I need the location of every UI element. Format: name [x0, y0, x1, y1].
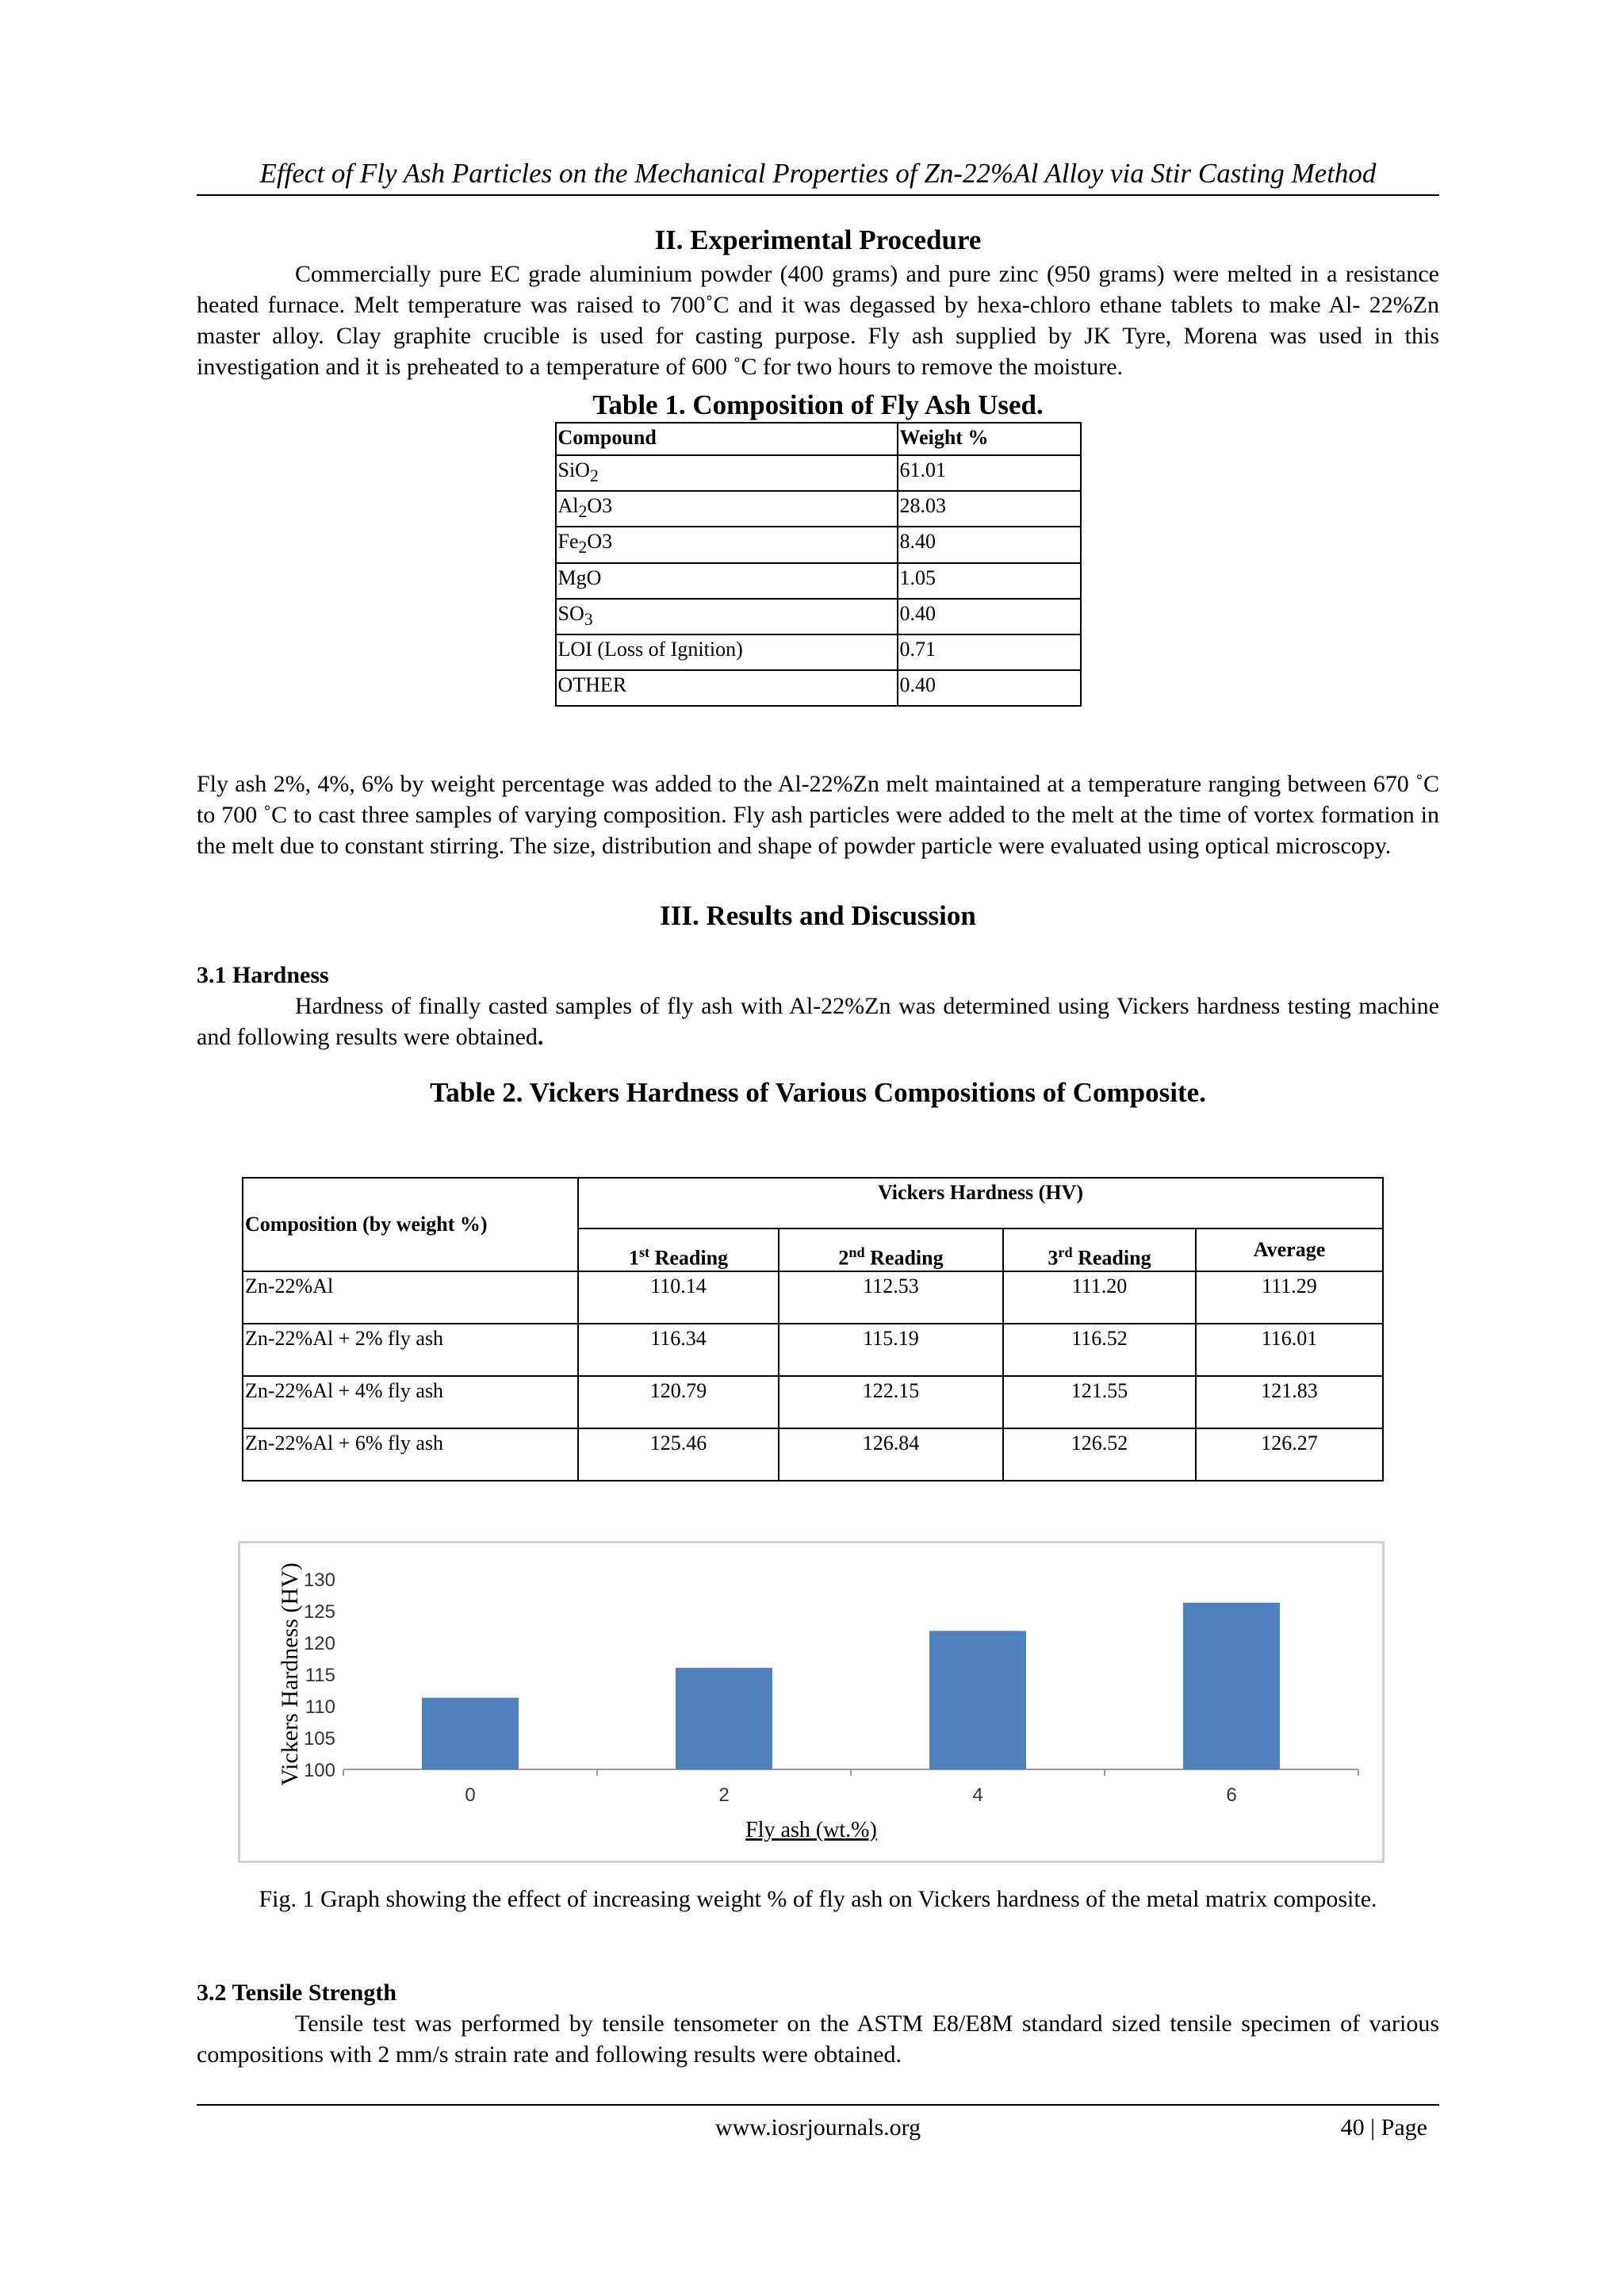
composition-cell: Zn-22%Al + 2% fly ash	[243, 1324, 578, 1376]
y-tick-label: 120	[303, 1633, 335, 1654]
footer-page-number: 40 | Page	[1340, 2114, 1427, 2141]
composition-cell: Zn-22%Al + 6% fly ash	[243, 1428, 578, 1481]
subsection-3-1-title: 3.1 Hardness	[197, 962, 329, 989]
table-row	[556, 670, 1081, 706]
table-row	[556, 634, 1081, 670]
table-1-caption: Table 1. Composition of Fly Ash Used.	[592, 389, 1044, 420]
table-2-header-reading-2: 2nd Reading	[779, 1228, 1003, 1271]
weight-cell: 0.71	[898, 634, 1081, 670]
weight-cell: 28.03	[898, 491, 1081, 527]
reading-2-cell: 122.15	[779, 1376, 1003, 1428]
figure-1-caption: Fig. 1 Graph showing the effect of increasing weight % of fly ash on Vickers hardness of the metal matrix composite.	[259, 1886, 1377, 1912]
y-axis-label: Vickers Hardness (HV)	[277, 1562, 303, 1786]
table-2	[242, 1177, 1384, 1481]
weight-cell: 0.40	[898, 670, 1081, 706]
table-1-header-compound: Compound	[556, 423, 898, 455]
y-tick-label: 125	[303, 1601, 335, 1623]
running-header: Effect of Fly Ash Particles on the Mechanical Properties of Zn-22%Al Alloy via Stir Casting Method	[197, 153, 1439, 196]
x-tick-label: 2	[718, 1784, 730, 1806]
bar-fly-ash-2	[676, 1668, 772, 1769]
reading-2-cell: 126.84	[779, 1428, 1003, 1481]
section-2-paragraph-2: Fly ash 2%, 4%, 6% by weight percentage was added to the Al-22%Zn melt maintained at a temperature ranging between 670 ˚C to 700 ˚C to cast three samples of varying composition. Fly ash particles were added to the melt at the time of vortex formation in the melt due to constant stirring. The size, distribution and shape of powder particle were evaluated using optical microscopy.	[197, 771, 1439, 860]
reading-3-cell: 111.20	[1003, 1271, 1196, 1324]
table-row	[243, 1428, 1383, 1481]
composition-cell: Zn-22%Al + 4% fly ash	[243, 1376, 578, 1428]
subsection-3-1-paragraph: Hardness of finally casted samples of fly ash with Al-22%Zn was determined using Vickers hardness testing machine and following results were obtained.	[197, 993, 1439, 1051]
table-row	[556, 455, 1081, 491]
reading-3-cell: 116.52	[1003, 1324, 1196, 1376]
subsection-3-2-title: 3.2 Tensile Strength	[197, 1980, 396, 2006]
average-cell: 111.29	[1196, 1271, 1383, 1324]
reading-1-cell: 110.14	[578, 1271, 779, 1324]
x-tick-label: 6	[1226, 1784, 1237, 1806]
table-row	[243, 1271, 1383, 1324]
compound-cell: $Fe_2O3$	[556, 527, 898, 562]
table-2-header-composition: Composition (by weight %)	[243, 1178, 578, 1271]
compound-cell: $SO_3$	[556, 599, 898, 634]
bar-fly-ash-6	[1183, 1603, 1280, 1769]
table-row	[556, 527, 1081, 562]
table-row	[243, 1376, 1383, 1428]
y-tick-label: 110	[304, 1696, 335, 1718]
table-2-header-reading-3: 3rd Reading	[1003, 1228, 1196, 1271]
section-2-title: II. Experimental Procedure	[654, 224, 982, 255]
compound-cell: LOI (Loss of Ignition)	[556, 634, 898, 670]
average-cell: 121.83	[1196, 1376, 1383, 1428]
reading-1-cell: 120.79	[578, 1376, 779, 1428]
weight-cell: 1.05	[898, 563, 1081, 599]
y-tick-label: 130	[303, 1570, 335, 1591]
reading-2-cell: 112.53	[779, 1271, 1003, 1324]
subsection-3-2-paragraph: Tensile test was performed by tensile tensometer on the ASTM E8/E8M standard sized tensile specimen of various compositions with 2 mm/s strain rate and following results were obtained.	[197, 2010, 1439, 2068]
footer-rule	[197, 2104, 1439, 2106]
x-axis-label: Fly ash (wt.%)	[745, 1818, 877, 1842]
bar-fly-ash-4	[929, 1631, 1026, 1769]
footer-url: www.iosrjournals.org	[714, 2114, 921, 2141]
bar-fly-ash-0	[422, 1698, 519, 1769]
y-tick-label: 115	[304, 1665, 335, 1686]
average-cell: 116.01	[1196, 1324, 1383, 1376]
compound-cell: SiO$_2$	[556, 455, 898, 491]
table-row	[556, 599, 1081, 634]
reading-3-cell: 126.52	[1003, 1428, 1196, 1481]
reading-1-cell: 125.46	[578, 1428, 779, 1481]
table-row	[556, 491, 1081, 527]
weight-cell: 0.40	[898, 599, 1081, 634]
table-1	[555, 422, 1082, 707]
compound-cell: MgO	[556, 563, 898, 599]
table-1-header-row	[556, 423, 1081, 455]
reading-2-cell: 115.19	[779, 1324, 1003, 1376]
table-row	[556, 563, 1081, 599]
reading-1-cell: 116.34	[578, 1324, 779, 1376]
average-cell: 126.27	[1196, 1428, 1383, 1481]
x-tick-label: 0	[465, 1784, 476, 1806]
subsection-3-2	[197, 1977, 1439, 2070]
weight-cell: 61.01	[898, 455, 1081, 491]
weight-cell: 8.40	[898, 527, 1081, 562]
x-tick-label: 4	[972, 1784, 983, 1806]
table-2-group-header-row	[243, 1178, 1383, 1228]
section-2-paragraph-1: Commercially pure EC grade aluminium powder (400 grams) and pure zinc (950 grams) were melted in a resistance heated furnace. Melt temperature was raised to 700˚C and it was degassed by hexa-chloro ethane tablets to make Al- 22%Zn master alloy. Clay graphite crucible is used for casting purpose. Fly ash supplied by JK Tyre, Morena was used in this investigation and it is preheated to a temperature of 600 ˚C for two hours to remove the moisture.	[197, 261, 1439, 380]
table-2-header-reading-1: 1st Reading	[578, 1228, 779, 1271]
hardness-bar-chart	[240, 1543, 1382, 1861]
composition-cell: Zn-22%Al	[243, 1271, 578, 1324]
section-3-title: III. Results and Discussion	[660, 900, 976, 932]
y-tick-label: 105	[303, 1728, 335, 1750]
compound-cell: OTHER	[556, 670, 898, 706]
table-2-header-vickers: Vickers Hardness (HV)	[578, 1178, 1383, 1228]
y-tick-label: 100	[303, 1760, 335, 1781]
table-2-caption: Table 2. Vickers Hardness of Various Compositions of Composite.	[430, 1077, 1206, 1109]
table-2-header-average: Average	[1196, 1228, 1383, 1271]
main-content	[197, 222, 1439, 1110]
reading-3-cell: 121.55	[1003, 1376, 1196, 1428]
compound-cell: $Al_2O3$	[556, 491, 898, 527]
table-1-header-weight: Weight %	[898, 423, 1081, 455]
table-row	[243, 1324, 1383, 1376]
hardness-chart	[238, 1541, 1385, 1863]
